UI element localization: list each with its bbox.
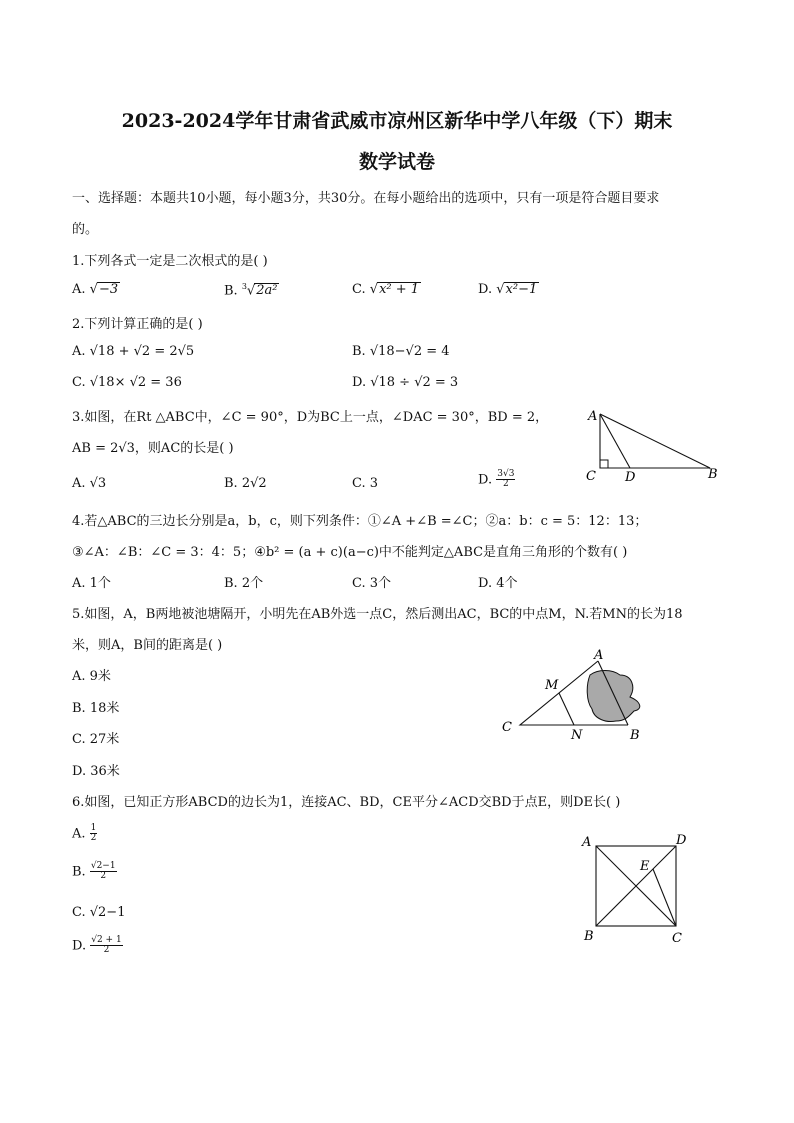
q6-label-a: A bbox=[582, 835, 592, 850]
q1-option-d: D. √x²−1 bbox=[478, 282, 538, 297]
q3-label-d: D bbox=[625, 470, 636, 484]
q2-option-b: B. √18−√2 = 4 bbox=[352, 344, 450, 359]
q4-option-b: B. 2个 bbox=[224, 576, 264, 591]
q1-option-c: C. √x² + 1 bbox=[352, 282, 420, 297]
section-instructions: 一、选择题：本题共10小题，每小题3分，共30分。在每小题给出的选项中，只有一项是符合题目要求 bbox=[72, 191, 660, 206]
q3-option-d: D. $\frac{3√3}{2}$ bbox=[478, 469, 515, 490]
q2-option-a: A. √18 + √2 = 2√5 bbox=[72, 344, 195, 359]
q3-stem: 3.如图，在Rt △ABC中，∠C = 90°，D为BC上一点，∠DAC = 30°，BD = 2， bbox=[72, 410, 549, 425]
q5-label-m: M bbox=[545, 678, 559, 693]
q6-option-c: C. √2−1 bbox=[72, 905, 126, 920]
q1-stem: 1.下列各式一定是二次根式的是( ) bbox=[72, 254, 268, 269]
q6-square-figure bbox=[578, 826, 696, 948]
q6-option-b: B. $\frac{√2-1}{2}$ bbox=[72, 861, 116, 882]
q6-label-c: C bbox=[672, 931, 682, 946]
q5-label-c: C bbox=[502, 720, 512, 735]
q4-option-a: A. 1个 bbox=[72, 576, 111, 591]
q6-label-b: B bbox=[584, 929, 594, 944]
q3-stem-cont: AB = 2√3，则AC的长是( ) bbox=[72, 441, 234, 456]
q6-option-d: D. $\frac{√2 + 1}{2}$ bbox=[72, 935, 122, 956]
q4-stem: 4.若△ABC的三边长分别是a，b，c，则下列条件：①∠A +∠B =∠C；②a：b：c = 5：12：13； bbox=[72, 514, 648, 529]
q5-stem-cont: 米，则A，B间的距离是( ) bbox=[72, 638, 223, 653]
page-subtitle: 数学试卷 bbox=[358, 151, 435, 173]
q4-option-d: D. 4个 bbox=[478, 576, 518, 591]
q5-option-a: A. 9米 bbox=[72, 669, 111, 684]
q6-label-d: D bbox=[676, 833, 687, 848]
q1-a-radicand: −3 bbox=[98, 282, 119, 297]
q4-stem-cont: ③∠A：∠B：∠C = 3：4：5；④b² = (a + c)(a−c)中不能判定△ABC是直角三角形的个数有( ) bbox=[72, 545, 628, 560]
section-instructions-cont: 的。 bbox=[72, 222, 99, 237]
q2-option-c: C. √18× √2 = 36 bbox=[72, 375, 182, 390]
q3-label-b: B bbox=[708, 467, 718, 482]
q6-stem: 6.如图，已知正方形ABCD的边长为1，连接AC、BD，CE平分∠ACD交BD于点E，则DE长( ) bbox=[72, 795, 621, 810]
q5-pond-figure bbox=[498, 645, 648, 745]
q3-option-b: B. 2√2 bbox=[224, 476, 267, 491]
q5-label-a: A bbox=[594, 648, 604, 663]
q5-option-c: C. 27米 bbox=[72, 732, 120, 747]
q3-option-a: A. √3 bbox=[72, 476, 107, 491]
q5-label-n: N bbox=[571, 728, 583, 743]
q5-label-b: B bbox=[630, 728, 640, 743]
q6-option-a: A. $\frac{1}{2}$ bbox=[72, 823, 97, 844]
q1-option-a: A. √−3 bbox=[72, 282, 119, 297]
page-title: 2023-2024学年甘肃省武威市凉州区新华中学八年级（下）期末 bbox=[121, 110, 673, 132]
q3-label-a: A bbox=[588, 409, 598, 424]
q2-stem: 2.下列计算正确的是( ) bbox=[72, 317, 203, 332]
q5-option-b: B. 18米 bbox=[72, 701, 120, 716]
q3-label-c: C bbox=[586, 469, 596, 484]
q3-option-c: C. 3 bbox=[352, 476, 379, 491]
q1-option-b: B. $^3$√2a² bbox=[224, 282, 278, 299]
q3-triangle-figure bbox=[580, 402, 730, 484]
q4-option-c: C. 3个 bbox=[352, 576, 392, 591]
pond-shape bbox=[587, 671, 640, 722]
q5-option-d: D. 36米 bbox=[72, 764, 120, 779]
q6-label-e: E bbox=[640, 859, 650, 874]
q2-option-d: D. √18 ÷ √2 = 3 bbox=[352, 375, 459, 390]
q5-stem: 5.如图，A，B两地被池塘隔开，小明先在AB外选一点C，然后测出AC，BC的中点M，N.若MN的长为18 bbox=[72, 607, 683, 622]
